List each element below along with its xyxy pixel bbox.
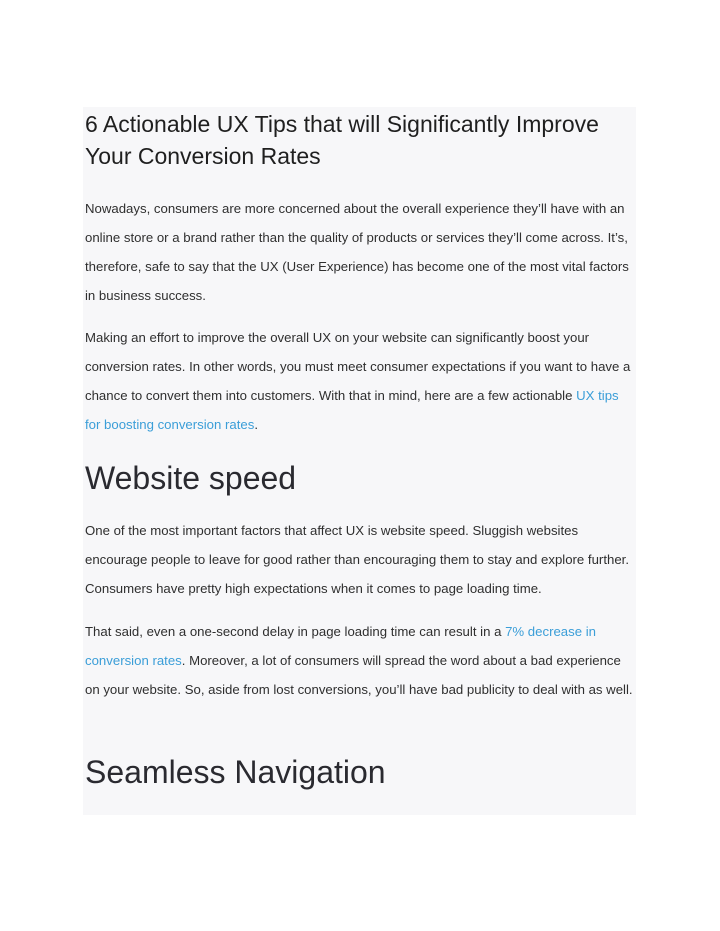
section-heading-website-speed: Website speed	[85, 460, 297, 496]
intro-paragraph-2-end: .	[254, 417, 259, 432]
website-speed-paragraph-1: One of the most important factors that affect UX is website speed. Sluggish websites encourage people to leave for good rather than encouraging them to stay and explore further. Consumers have pretty high expectations when it comes to page loading time.	[85, 523, 629, 596]
intro-paragraph-2-text: Making an effort to improve the overall UX on your website can significantly boost your conversion rates. In other words, you must meet consumer expectations if you want to have a chance to convert them into customers. With that in mind, here are a few actionable	[85, 330, 631, 403]
website-speed-paragraph-2-end: . Moreover, a lot of consumers will spread the word about a bad experience on your website. So, aside from lost conversions, you’ll have bad publicity to deal with as well.	[85, 653, 633, 697]
website-speed-paragraph-2	[85, 617, 635, 704]
intro-paragraph-1: Nowadays, consumers are more concerned about the overall experience they’ll have with an online store or a brand rather than the quality of products or services they’ll come across. It’s, therefore, safe to say that the UX (User Experience) has become one of the most vital factors in business success.	[85, 201, 629, 303]
intro-paragraph-2	[85, 323, 635, 439]
section-heading-seamless-navigation: Seamless Navigation	[85, 754, 386, 790]
website-speed-paragraph-2-text: That said, even a one-second delay in page loading time can result in a	[85, 624, 506, 639]
ux-tips-link[interactable]: UX tips for boosting conversion rates	[85, 388, 619, 432]
article-title: 6 Actionable UX Tips that will Significantly Improve Your Conversion Rates	[85, 111, 599, 169]
conversion-decrease-link[interactable]: 7% decrease in conversion rates	[85, 624, 596, 668]
